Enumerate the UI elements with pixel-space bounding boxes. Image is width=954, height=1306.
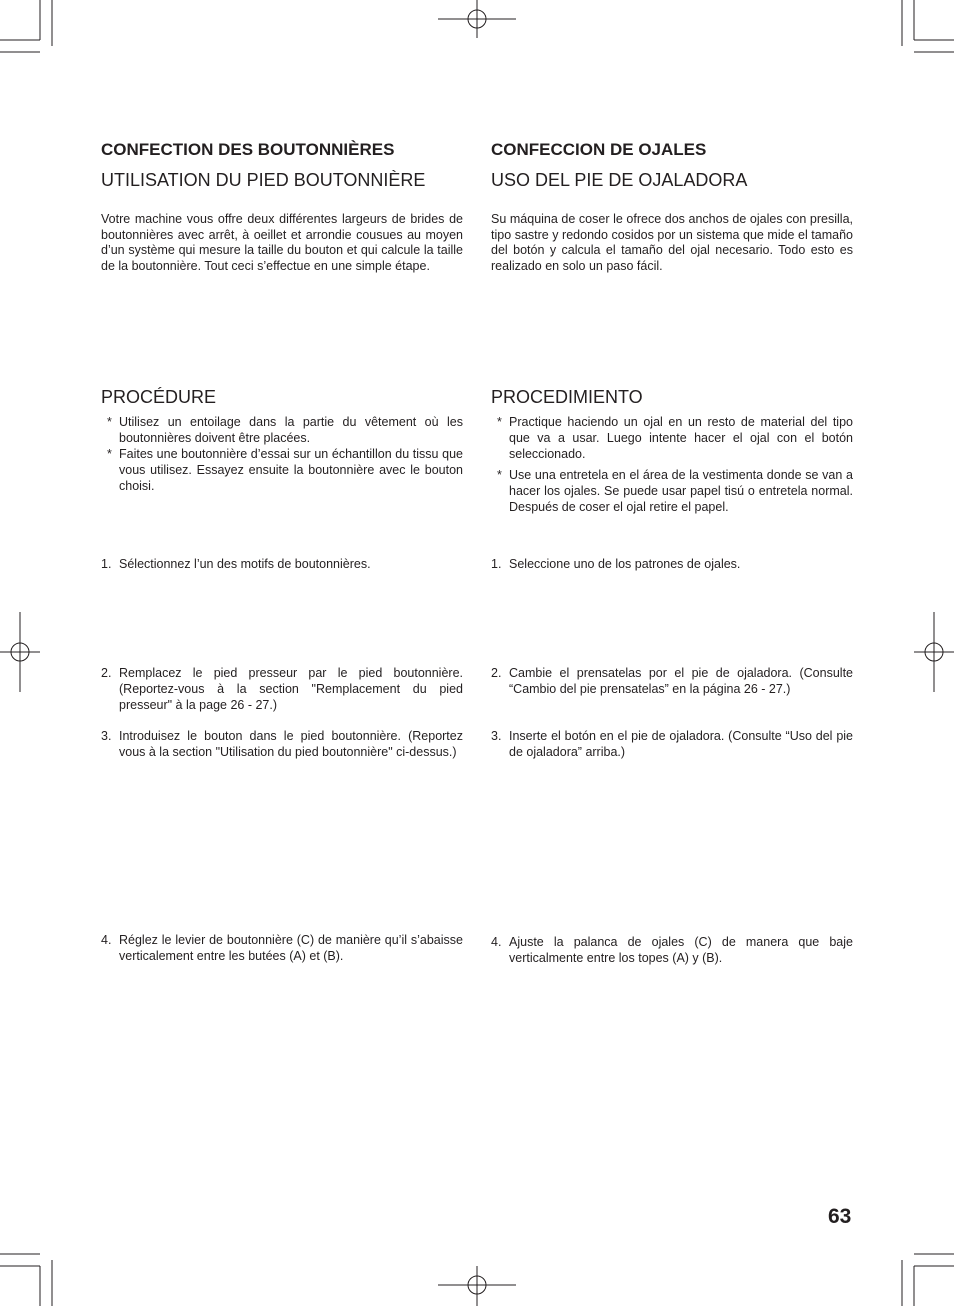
spanish-column bbox=[491, 0, 853, 1306]
french-bullet-list bbox=[101, 414, 463, 494]
spanish-procedure-heading: PROCEDIMIENTO bbox=[491, 387, 643, 407]
french-step-3: 3. Introduisez le bouton dans le pied boutonnière. (Reportez vous à la section "Utilisation du pied boutonnière" ci-dessus.) bbox=[101, 729, 463, 759]
spanish-step-1: 1. Seleccione uno de los patrones de ojales. bbox=[491, 557, 741, 571]
spanish-step-3: 3. Inserte el botón en el pie de ojaladora. (Consulte “Uso del pie de ojaladora” arriba.) bbox=[491, 729, 853, 759]
list-item: * Use una entretela en el área de la vestimenta donde se van a hacer los ojales. Se puede usar papel tisú o entretela normal. Después de coser el ojal retire el papel. bbox=[497, 468, 853, 514]
spanish-heading: CONFECCION DE OJALES bbox=[491, 140, 707, 159]
french-subheading: UTILISATION DU PIED BOUTONNIÈRE bbox=[101, 170, 426, 190]
spanish-subheading: USO DEL PIE DE OJALADORA bbox=[491, 170, 748, 190]
french-column bbox=[101, 0, 463, 1306]
list-item: * Practique haciendo un ojal en un resto de material del tipo que va a usar. Luego intente hacer el ojal con el botón seleccionado. bbox=[497, 415, 853, 461]
french-step-2: 2. Remplacez le pied presseur par le pied boutonnière. (Reportez-vous à la section "Remplacement du pied presseur" à la page 26 - 27.) bbox=[101, 666, 463, 712]
spanish-step-4: 4. Ajuste la palanca de ojales (C) de manera que baje verticalmente entre los topes (A) y (B). bbox=[491, 935, 853, 965]
list-item: * Faites une boutonnière d’essai sur un échantillon du tissu que vous utilisez. Essayez ensuite la boutonnière avec le bouton choisi. bbox=[107, 447, 463, 493]
page-number: 63 bbox=[828, 1205, 852, 1228]
spanish-step-2: 2. Cambie el prensatelas por el pie de ojaladora. (Consulte “Cambio del pie prensatelas” en la página 26 - 27.) bbox=[491, 666, 853, 696]
french-procedure-heading: PROCÉDURE bbox=[101, 387, 217, 407]
french-step-4: 4. Réglez le levier de boutonnière (C) de manière qu’il s’abaisse verticalement entre les butées (A) et (B). bbox=[101, 933, 463, 963]
spanish-intro: Su máquina de coser le ofrece dos anchos de ojales con presilla, tipo sastre y redondo cosidos por un sistema que mide el tamaño del botón y calcula el tamaño del ojal necesario. Todo esto es realizado en solo un paso fácil. bbox=[491, 212, 853, 274]
list-item: * Utilisez un entoilage dans la partie du vêtement où les boutonnières doivent être placées. bbox=[107, 415, 463, 445]
french-intro: Votre machine vous offre deux différentes largeurs de brides de boutonnières avec arrêt, à oeillet et arrondie cousues au moyen d’un système qui mesure la taille du bouton et qui calcule la taille de la boutonnière. Tout ceci s’effectue en une simple étape. bbox=[101, 212, 463, 274]
french-heading: CONFECTION DES BOUTONNIÈRES bbox=[101, 140, 395, 159]
spanish-bullet-list bbox=[491, 414, 853, 515]
french-step-1: 1. Sélectionnez l’un des motifs de boutonnières. bbox=[101, 557, 371, 571]
